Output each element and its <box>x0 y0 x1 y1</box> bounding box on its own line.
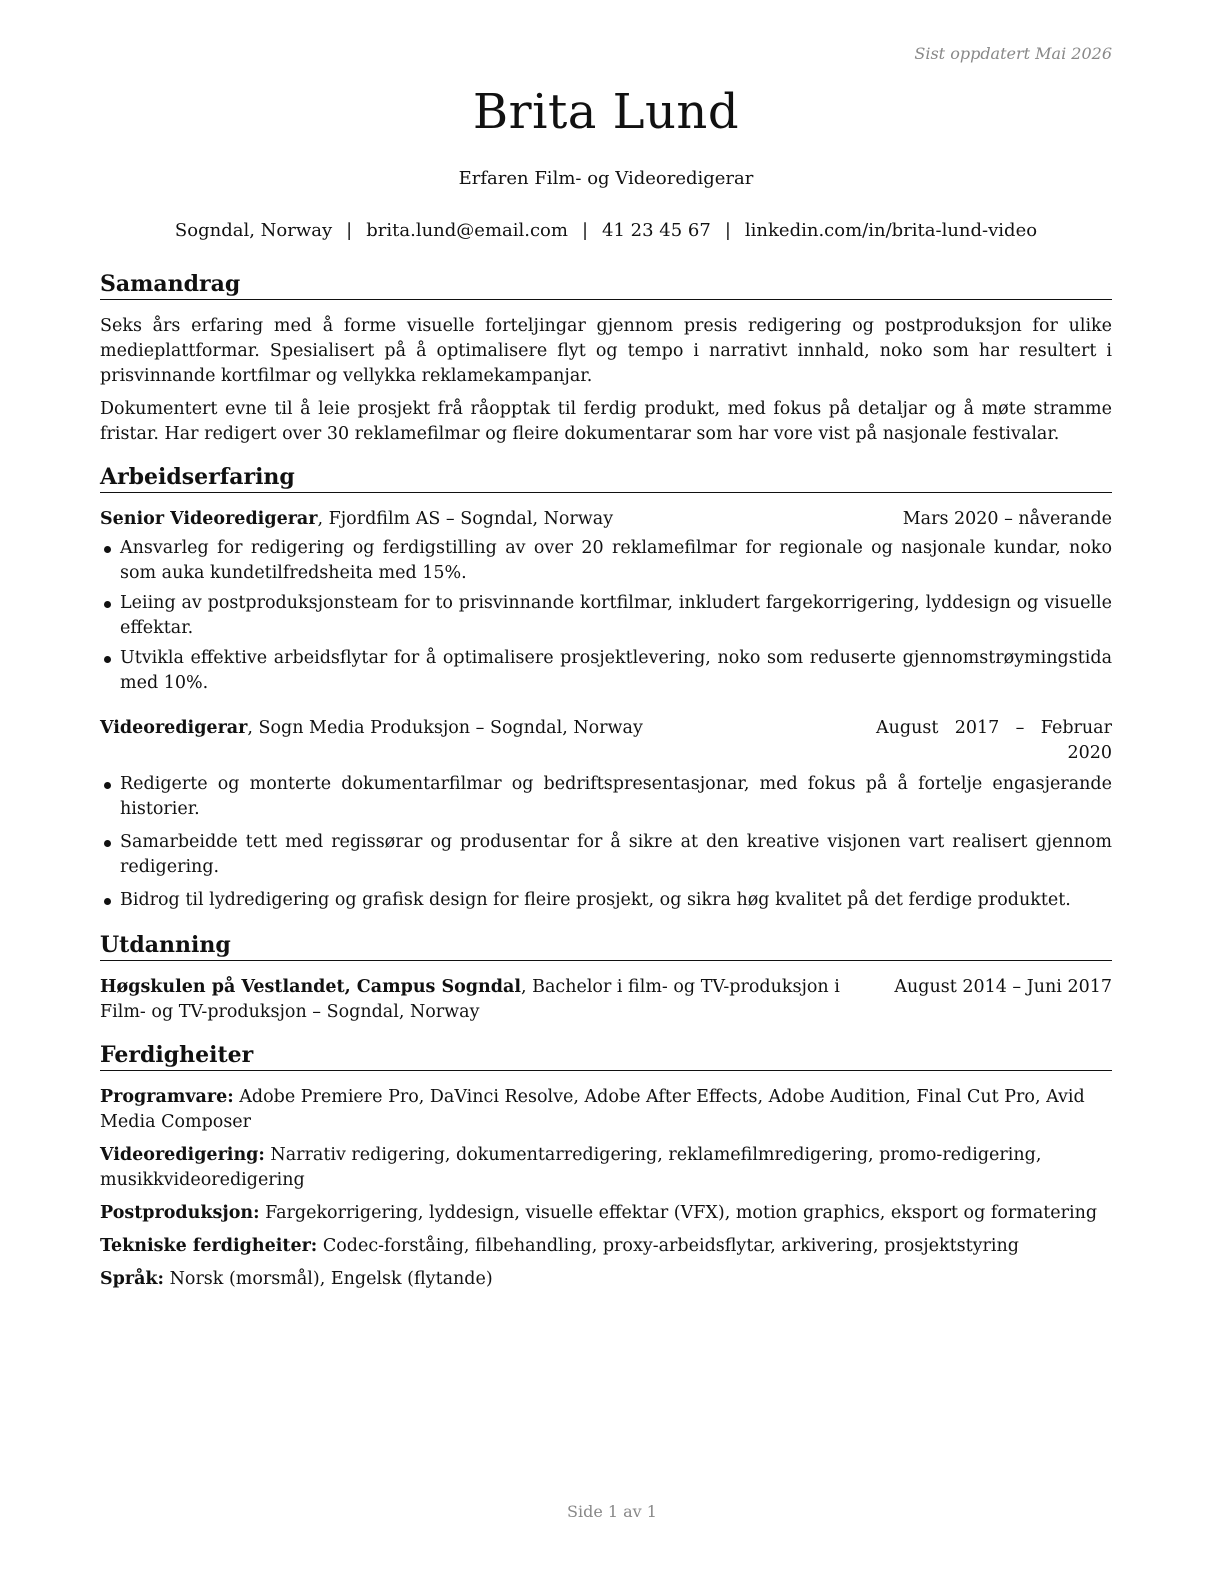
skill-row <box>100 1267 1112 1292</box>
contact-phone: 41 23 45 67 <box>602 220 711 241</box>
skill-value: Narrativ redigering, dokumentarredigering, reklamefilmredigering, promo-redigering, musikkvideoredigering <box>100 1145 1042 1190</box>
candidate-name: Brita Lund <box>472 84 740 140</box>
job-entry <box>100 716 1112 913</box>
job-org: , Fjordfilm AS – Sogndal, Norway <box>317 509 614 529</box>
education-text <box>100 975 880 1025</box>
job-bullets <box>100 772 1112 913</box>
resume-content <box>100 270 1112 1300</box>
summary-paragraph: Dokumentert evne til å leie prosjekt frå råopptak til ferdig produkt, med fokus på detaljar og å møte stramme fristar. Har redigert over 30 reklamefilmar og fleire dokumentarar som har vore vist på nasjonale festivalar. <box>100 399 1112 444</box>
contact-separator: | <box>724 220 731 241</box>
bullet-item: Ansvarleg for redigering og ferdigstilling av over 20 reklamefilmar for regionale og nasjonale kundar, noko som auka kundetilfredsheita med 15%. <box>100 536 1112 586</box>
contact-separator: | <box>581 220 589 241</box>
job-role: Videoredigerar <box>100 718 248 738</box>
headline: Erfaren Film- og Videoredigerar <box>458 168 754 189</box>
summary-paragraph: Seks års erfaring med å forme visuelle forteljingar gjennom presis redigering og postproduksjon for ulike medieplattformar. Spesialisert på å optimalisere flyt og tempo i narrativt innhald, noko som har resultert i prisvinnande kortfilmar og vellykka reklamekampanjar. <box>100 316 1112 386</box>
last-updated: Sist oppdatert Mai 2026 <box>914 44 1112 63</box>
skill-label: Programvare: <box>100 1087 234 1107</box>
skill-value: Norsk (morsmål), Engelsk (flytande) <box>164 1269 493 1289</box>
contact-linkedin[interactable]: linkedin.com/in/brita-lund-video <box>744 220 1038 241</box>
summary-section <box>100 270 1112 447</box>
skill-label: Tekniske ferdigheiter: <box>100 1236 318 1256</box>
skill-row <box>100 1234 1112 1259</box>
education-detail: , Bachelor i film- og TV-produksjon i Film- og TV-produksjon – Sogndal, Norway <box>100 977 840 1022</box>
skill-row <box>100 1085 1112 1135</box>
experience-section <box>100 463 1112 913</box>
bullet-item: Samarbeidde tett med regissørar og produsentar for å sikre at den kreative visjonen vart realisert gjennom redigering. <box>100 830 1112 880</box>
section-title-skills: Ferdigheiter <box>100 1041 1112 1071</box>
skill-label: Postproduksjon: <box>100 1203 260 1223</box>
bullet-item: Utvikla effektive arbeidsflytar for å optimalisere prosjektlevering, noko som reduserte gjennomstrøymingstida med 10%. <box>100 646 1112 696</box>
job-entry <box>100 507 1112 696</box>
section-title-summary: Samandrag <box>100 270 1112 300</box>
skill-value: Adobe Premiere Pro, DaVinci Resolve, Adobe After Effects, Adobe Audition, Final Cut Pro, Avid Media Composer <box>100 1087 1085 1132</box>
skill-row <box>100 1201 1112 1226</box>
bullet-item: Bidrog til lydredigering og grafisk design for fleire prosjekt, og sikra høg kvalitet på det ferdige produktet. <box>100 888 1112 913</box>
job-dates: Mars 2020 – nåverande <box>902 509 1112 529</box>
bullet-item: Redigerte og monterte dokumentarfilmar og bedriftspresentasjonar, med fokus på å fortelje engasjerande historier. <box>100 772 1112 822</box>
job-org: , Sogn Media Produksjon – Sogndal, Norway <box>247 718 643 738</box>
education-entry <box>100 975 1112 1025</box>
section-title-experience: Arbeidserfaring <box>100 463 1112 493</box>
job-title-line <box>100 716 643 741</box>
education-section <box>100 931 1112 1025</box>
section-title-education: Utdanning <box>100 931 1112 961</box>
page-footer: Side 1 av 1 <box>567 1502 657 1521</box>
contact-email[interactable]: brita.lund@email.com <box>366 220 568 241</box>
skills-section <box>100 1041 1112 1292</box>
skill-row <box>100 1143 1112 1193</box>
job-header <box>100 507 1112 532</box>
job-dates: August 2017 – Februar 2020 <box>876 718 1112 763</box>
skill-label: Videoredigering: <box>100 1145 265 1165</box>
job-title-line <box>100 507 613 532</box>
skill-value: Fargekorrigering, lyddesign, visuelle effektar (VFX), motion graphics, eksport og formatering <box>259 1203 1098 1223</box>
education-dates: August 2014 – Juni 2017 <box>894 977 1112 997</box>
contact-separator: | <box>346 220 353 241</box>
skill-label: Språk: <box>100 1269 165 1289</box>
education-school: Høgskulen på Vestlandet, Campus Sogndal <box>100 977 521 997</box>
skill-value: Codec-forståing, filbehandling, proxy-arbeidsflytar, arkivering, prosjektstyring <box>317 1236 1019 1256</box>
contact-location: Sogndal, Norway <box>174 220 333 241</box>
contact-line <box>100 220 1112 241</box>
job-header <box>100 716 1112 766</box>
job-bullets <box>100 536 1112 696</box>
job-role: Senior Videoredigerar <box>100 509 318 529</box>
bullet-item: Leiing av postproduksjonsteam for to prisvinnande kortfilmar, inkludert fargekorrigering, lyddesign og visuelle effektar. <box>100 591 1112 641</box>
